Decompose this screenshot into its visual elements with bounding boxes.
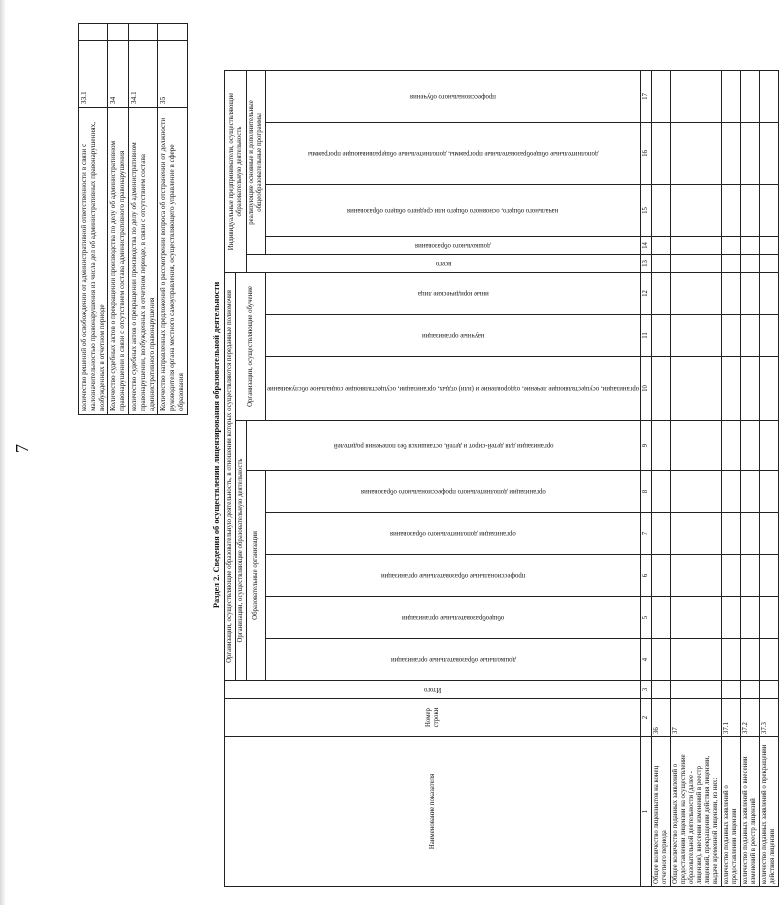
- table-row: [741, 71, 760, 887]
- table-row: [158, 24, 187, 415]
- col-number: 4: [641, 639, 652, 681]
- row-number: 37.1: [722, 699, 741, 737]
- col-number: 14: [641, 237, 652, 255]
- col-number: 17: [641, 71, 652, 123]
- col-number: 10: [641, 357, 652, 421]
- col-number: 13: [641, 255, 652, 273]
- row-label: Общее количество лицензиатов на конец отчетного периода: [652, 737, 671, 887]
- row-number: 34.1: [128, 41, 157, 108]
- table-row: [108, 24, 129, 415]
- col-number: 9: [641, 421, 652, 471]
- header-col-16: дополнительные общеобразовательные программы, дополнительные общеразвивающие программы: [266, 123, 641, 185]
- row-label: количество поданных заявлений о внесении изменений в реестр лицензий: [741, 737, 760, 887]
- header-col-15: начального общего, основного общего или среднего общего образования: [266, 185, 641, 237]
- table-row: [79, 24, 108, 415]
- header-col-14: дошкольного образования: [266, 237, 641, 255]
- row-number: 33.1: [79, 41, 108, 108]
- col-number: 12: [641, 273, 652, 315]
- header-col-9: организации для детей-сирот и детей, оставшихся без попечения родителей: [247, 421, 641, 471]
- header-orgs-edu: Организации, осуществляющие образовательную деятельность: [236, 421, 247, 681]
- empty-cell: [108, 24, 129, 41]
- header-col-12: иные юридические лица: [266, 273, 641, 315]
- table-row: [671, 71, 722, 887]
- empty-cell: [158, 24, 187, 41]
- row-number: 37.2: [741, 699, 760, 737]
- row-text: Количество направленных предложений о рассмотрении вопроса об отстранении от должности руководителя органа местного самоуправления, осуществляющего управление в сфере образования: [158, 108, 187, 415]
- header-total-ip: всего: [247, 255, 641, 273]
- row-text: количество решений об освобождении от административной ответственности в связи с малозначительностью правонарушения из числа дел об административных правонарушениях, возбужденных в отчетном периоде: [79, 108, 108, 415]
- header-row-number: Номер строки: [225, 699, 641, 737]
- page-number: 7: [12, 444, 32, 453]
- header-orgs-main: Организации, осуществляющие образовательную деятельность, в отношении которых осуществляются переданные полномочия: [225, 273, 236, 681]
- header-row: [225, 71, 236, 887]
- row-text: Количество судебных актов о прекращении производства по делу об административном правонарушении в связи с отсутствием состава административного правонарушения: [108, 108, 129, 415]
- table-row: [652, 71, 671, 887]
- table-row: [722, 71, 741, 887]
- table-row: [760, 71, 779, 887]
- licensing-table: [224, 70, 779, 887]
- row-label: Общее количество поданных заявлений о предоставлении лицензии на осуществление образовательной деятельности (далее - лицензия), внесении изменений в реестр лицензий, прекращении действия лицензии, выдаче временной лицензии, из них:: [671, 737, 722, 887]
- row-label: количество поданных заявлений о предоставлении лицензии: [722, 737, 741, 887]
- header-ip-programs: реализующие основные и дополнительные общеобразовательные программы: [247, 71, 266, 255]
- row-number: 37: [671, 699, 722, 737]
- empty-cell: [128, 24, 157, 41]
- header-col-10: организации, осуществляющие лечение, оздоровление и (или) отдых, организации, осуществляющие социальное обслуживание: [266, 357, 641, 421]
- header-col-4: дошкольные образовательные организации: [266, 639, 641, 681]
- col-number: 1: [641, 737, 652, 887]
- column-number-row: [641, 71, 652, 887]
- header-col-8: организации дополнительного профессионального образования: [266, 471, 641, 513]
- header-indicator: Наименование показателя: [225, 737, 641, 887]
- header-col-7: организации дополнительного образования: [266, 513, 641, 555]
- row-text: количество судебных актов о прекращении производства по делу об административном правонарушении, возбужденных в отчетном периоде, в связи с отсутствием состава административного правонарушения: [128, 108, 157, 415]
- col-number: 2: [641, 699, 652, 737]
- col-number: 8: [641, 471, 652, 513]
- section-title: Раздел 2. Сведения об осуществлении лицензирования образовательной деятельности: [212, 281, 221, 609]
- header-ip-main: Индивидуальные предприниматели, осуществляющие образовательную деятельность: [225, 71, 247, 273]
- col-number: 3: [641, 681, 652, 699]
- col-number: 5: [641, 597, 652, 639]
- col-number: 16: [641, 123, 652, 185]
- col-number: 6: [641, 555, 652, 597]
- header-col-6: профессиональные образовательные организации: [266, 555, 641, 597]
- header-total: Итого: [225, 681, 641, 699]
- header-orgs-training: Организации, осуществляющие обучение: [236, 273, 266, 421]
- row-number: 37.3: [760, 699, 779, 737]
- header-col-17: профессионального обучения: [266, 71, 641, 123]
- col-number: 7: [641, 513, 652, 555]
- empty-cell: [79, 24, 108, 41]
- header-edu-orgs: Образовательные организации: [247, 471, 266, 681]
- row-number: 34: [108, 41, 129, 108]
- row-number: 36: [652, 699, 671, 737]
- table-row: [128, 24, 157, 415]
- col-number: 15: [641, 185, 652, 237]
- col-number: 11: [641, 315, 652, 357]
- header-col-11: научные организации: [266, 315, 641, 357]
- header-col-5: общеобразовательные организации: [266, 597, 641, 639]
- row-label: количество поданных заявлений о прекращении действия лицензии: [760, 737, 779, 887]
- upper-table: [78, 23, 188, 415]
- row-number: 35: [158, 41, 187, 108]
